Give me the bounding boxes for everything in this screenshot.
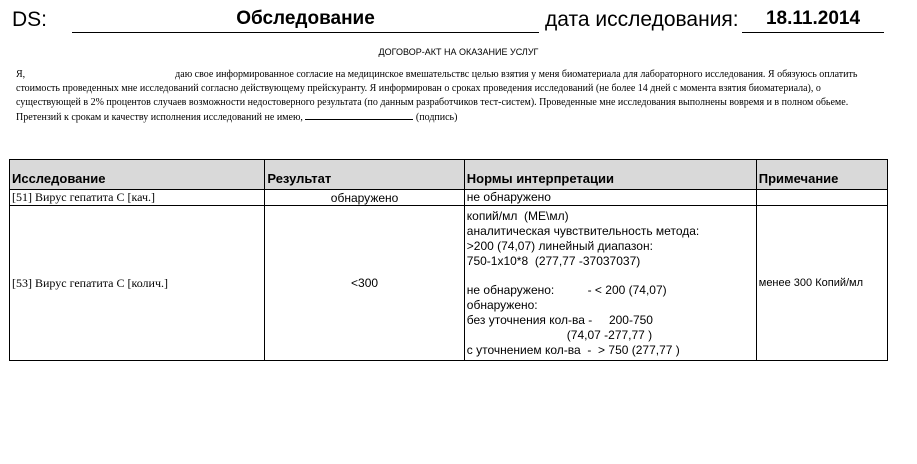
norm-line: 750-1х10*8 (277,77 -37037037) xyxy=(466,253,641,268)
study-result: обнаружено xyxy=(265,190,464,206)
consent-text-block xyxy=(16,68,888,125)
norm-line: без уточнения кол-ва - 200-750 xyxy=(466,312,653,327)
norm-line: с уточнением кол-ва - > 750 (277,77 ) xyxy=(466,342,680,357)
signature-label: (подпись) xyxy=(415,112,458,123)
norm-line: копий/мл (МЕ\мл) xyxy=(466,208,569,223)
header-norms: Нормы интерпретации xyxy=(464,160,756,190)
document-header xyxy=(0,6,917,36)
study-norms xyxy=(464,206,756,361)
ds-value: Обследование xyxy=(236,8,375,29)
contract-title: ДОГОВОР-АКТ НА ОКАЗАНИЕ УСЛУГ xyxy=(378,47,539,57)
study-name: [53] Вирус гепатита С [колич.] xyxy=(10,206,265,361)
study-note xyxy=(756,190,887,206)
table-header-row xyxy=(10,160,888,190)
norm-spacer xyxy=(467,269,754,283)
norm-line: обнаружено: xyxy=(466,297,538,312)
study-name: [51] Вирус гепатита С [кач.] xyxy=(10,190,265,206)
study-note: менее 300 Копий/мл xyxy=(756,206,887,361)
signature-line xyxy=(305,110,413,120)
study-date-underline xyxy=(742,32,884,33)
norm-line: (74,07 -277,77 ) xyxy=(466,327,653,342)
study-norms xyxy=(464,190,756,206)
norm-line: не обнаружено xyxy=(466,190,551,204)
table-row xyxy=(10,190,888,206)
consent-text: даю свое информированное согласие на медицинское вмешательствс целью взятия у меня биоматериала для лабораторного исследования. Я обязуюсь оплатить стоимость проведенных мне исследований согласно действующему прейскуранту. Я информирован о сроках проведения исследований (не более 14 дней с момента взятия биоматериала), о существующей в 2% процентов случаев возможности недостоверного результата (по данным разработчиков тест-систем). Проведенные мне исследования выполнены вовремя и в полном обьеме. Претензий к срокам и качеству исполнения исследований не имею, xyxy=(16,69,858,123)
norm-line: не обнаружено: - < 200 (74,07) xyxy=(466,282,667,297)
header-study: Исследование xyxy=(10,160,265,190)
study-result: <300 xyxy=(265,206,464,361)
study-date-label: дата исследования: xyxy=(545,8,739,31)
header-result: Результат xyxy=(265,160,464,190)
consent-prefix: Я, xyxy=(16,69,26,80)
ds-label: DS: xyxy=(12,8,48,31)
study-date-value: 18.11.2014 xyxy=(765,8,861,29)
header-note: Примечание xyxy=(756,160,887,190)
norm-line: >200 (74,07) линейный диапазон: xyxy=(466,238,653,253)
ds-underline xyxy=(72,32,539,33)
norm-line: аналитическая чувствительность метода: xyxy=(466,223,700,238)
table-row xyxy=(10,206,888,361)
results-table xyxy=(9,159,888,361)
